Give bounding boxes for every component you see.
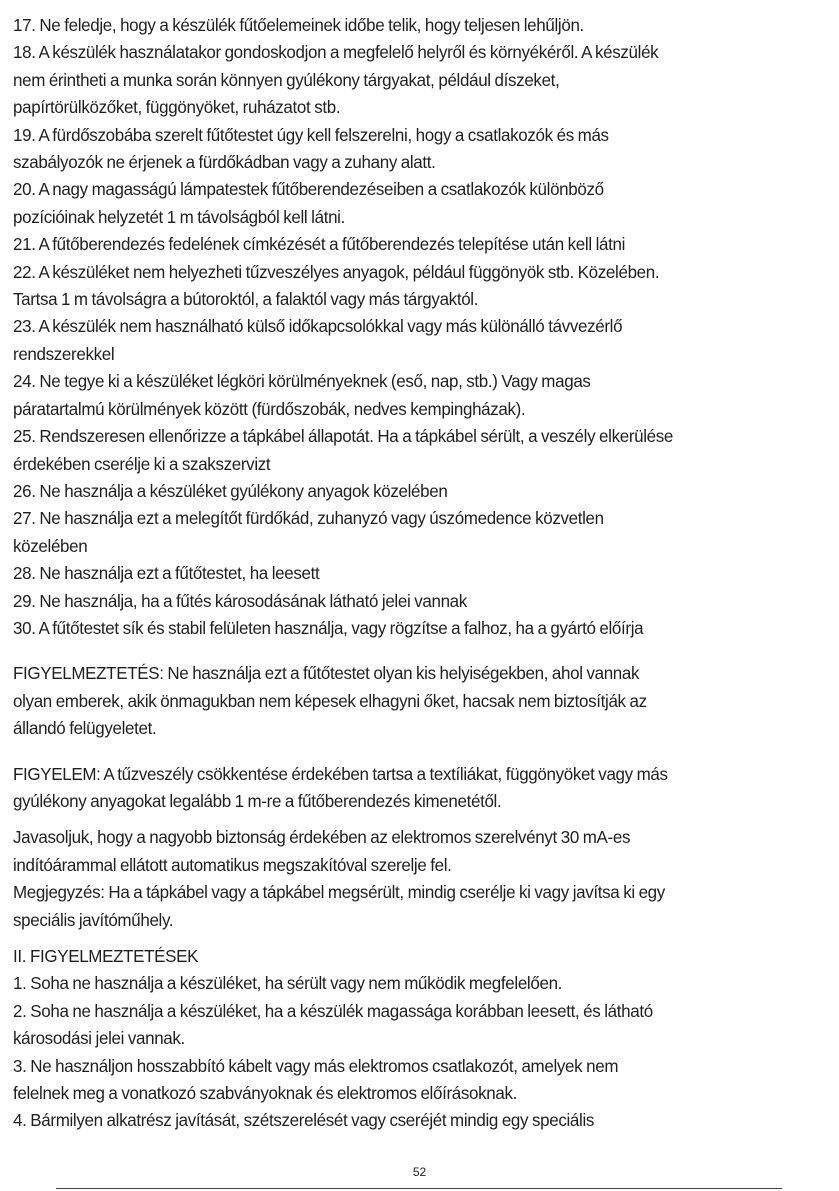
text-line: 23. A készülék nem használható külső időkapcsolókkal vagy más különálló távvezérlő xyxy=(13,316,623,337)
recommendation-paragraph xyxy=(13,824,835,934)
text-line: indítóárammal ellátott automatikus megszakítóval szerelje fel. xyxy=(13,854,452,875)
text-line: 1. Soha ne használja a készüléket, ha sérült vagy nem működik megfelelően. xyxy=(13,973,563,994)
section-ii-warnings xyxy=(13,943,835,1135)
section-heading: II. FIGYELMEZTETÉSEK xyxy=(13,946,199,966)
text-line: 30. A fűtőtestet sík és stabil felületen használja, vagy rögzítse a falhoz, ha a gyártó előírja xyxy=(13,617,644,638)
text-line: 25. Rendszeresen ellenőrizze a tápkábel állapotát. Ha a tápkábel sérült, a veszély elkerülése xyxy=(13,426,674,447)
text-line: károsodási jelei vannak. xyxy=(13,1028,185,1049)
text-line: 2. Soha ne használja a készüléket, ha a készülék magassága korábban leesett, és látható xyxy=(13,1000,653,1021)
page-number: 52 xyxy=(412,1165,427,1179)
text-line: olyan emberek, akik önmagukban nem képesek elhagyni őket, hacsak nem biztosítják az xyxy=(13,690,647,711)
text-line: Javasoljuk, hogy a nagyobb biztonság érdekében az elektromos szerelvényt 30 mA-es xyxy=(13,827,631,848)
footer-divider xyxy=(56,1188,782,1189)
text-line: érdekében cserélje ki a szakszervizt xyxy=(13,453,271,474)
spacer xyxy=(13,743,835,761)
warning-paragraph xyxy=(13,660,835,742)
text-line: 20. A nagy magasságú lámpatestek fűtőberendezéseiben a csatlakozók különböző xyxy=(13,179,604,200)
text-line: 17. Ne feledje, hogy a készülék fűtőelemeinek időbe telik, hogy teljesen lehűljön. xyxy=(13,15,584,35)
text-line: nem érintheti a munka során könnyen gyúlékony tárgyakat, például díszeket, xyxy=(13,69,560,90)
text-line: állandó felügyeletet. xyxy=(13,718,157,739)
text-line: 26. Ne használja a készüléket gyúlékony anyagok közelében xyxy=(13,480,448,501)
attention-paragraph xyxy=(13,761,835,816)
text-line: FIGYELMEZTETÉS: Ne használja ezt a fűtőtestet olyan kis helyiségekben, ahol vannak xyxy=(13,663,640,684)
text-line: páratartalmú körülmények között (fürdőszobák, nedves kempingházak). xyxy=(13,398,526,419)
text-line: pozícióinak helyzetét 1 m távolságból kell látni. xyxy=(13,206,345,227)
text-line: papírtörülközőket, függönyöket, ruházatot stb. xyxy=(13,97,341,118)
spacer xyxy=(13,934,835,943)
text-line: 18. A készülék használatakor gondoskodjon a megfelelő helyről és környékéről. A készülék xyxy=(13,42,659,63)
spacer xyxy=(13,642,835,660)
text-line: 4. Bármilyen alkatrész javítását, szétszerelését vagy cseréjét mindig egy speciális xyxy=(13,1110,595,1131)
text-line: Megjegyzés: Ha a tápkábel vagy a tápkábel megsérült, mindig cserélje ki vagy javítsa ki egy xyxy=(13,882,665,903)
text-line: 29. Ne használja, ha a fűtés károsodásának látható jelei vannak xyxy=(13,590,467,611)
text-line: 22. A készüléket nem helyezheti tűzveszélyes anyagok, például függönyök stb. Közelében. xyxy=(13,261,660,282)
text-line: szabályozók ne érjenek a fürdőkádban vagy a zuhany alatt. xyxy=(13,152,436,173)
text-line: 19. A fürdőszobába szerelt fűtőtestet úgy kell felszerelni, hogy a csatlakozók és más xyxy=(13,124,609,145)
text-line: közelében xyxy=(13,535,88,556)
text-line: felelnek meg a vonatkozó szabványoknak és elektromos előírásoknak. xyxy=(13,1083,518,1104)
text-line: 28. Ne használja ezt a fűtőtestet, ha leesett xyxy=(13,563,320,584)
safety-instructions-list xyxy=(13,12,835,642)
text-line: FIGYELEM: A tűzveszély csökkentése érdekében tartsa a textíliákat, függönyöket vagy más xyxy=(13,763,668,784)
text-line: gyúlékony anyagokat legalább 1 m-re a fűtőberendezés kimenetétől. xyxy=(13,790,502,811)
text-line: rendszerekkel xyxy=(13,343,115,364)
text-line: Tartsa 1 m távolságra a bútoroktól, a falaktól vagy más tárgyaktól. xyxy=(13,289,479,310)
text-line: speciális javítóműhely. xyxy=(13,909,174,930)
text-line: 21. A fűtőberendezés fedelének címkézését a fűtőberendezés telepítése után kell látni xyxy=(13,234,626,255)
text-line: 24. Ne tegye ki a készüléket légköri körülményeknek (eső, nap, stb.) Vagy magas xyxy=(13,371,591,392)
document-page xyxy=(13,12,835,1135)
spacer xyxy=(13,815,835,824)
text-line: 27. Ne használja ezt a melegítőt fürdőkád, zuhanyzó vagy úszómedence közvetlen xyxy=(13,508,604,529)
text-line: 3. Ne használjon hosszabbító kábelt vagy más elektromos csatlakozót, amelyek nem xyxy=(13,1055,619,1076)
